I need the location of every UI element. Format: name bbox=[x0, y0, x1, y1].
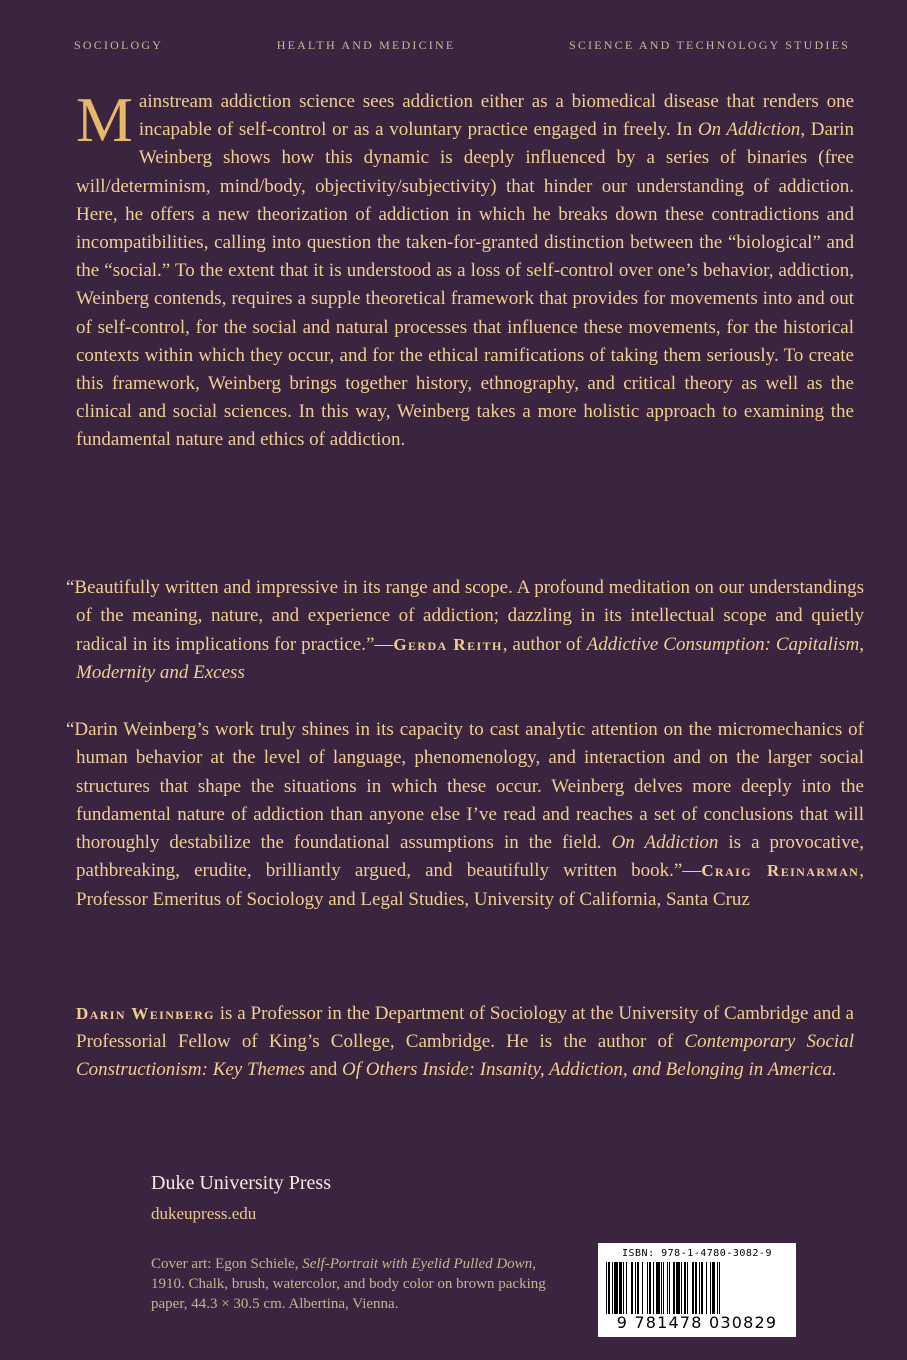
quote2-title: On Addiction bbox=[611, 832, 719, 854]
bio-text: is a Professor in the Department of Sociology at the University of Cambridge and a Professorial Fellow of King’s College, Cambridge. He is the author of bbox=[76, 1003, 854, 1053]
endorsement-reith bbox=[66, 574, 864, 687]
quote1-affil-title: Addictive Consumption: Capitalism, Modernity and Excess bbox=[76, 633, 865, 683]
credit-title: Self-Portrait with Eyelid Pulled Down bbox=[302, 1256, 533, 1272]
author-bio bbox=[76, 1000, 854, 1085]
isbn-label: ISBN: 978-1-4780-3082-9 bbox=[622, 1248, 772, 1259]
quote1-affil-prefix: , author of bbox=[502, 633, 587, 655]
category-sociology: SOCIOLOGY bbox=[74, 38, 164, 52]
bio-title1: Contemporary Social Constructionism: Key Themes bbox=[76, 1031, 854, 1081]
endorsement-reinarman bbox=[66, 716, 864, 914]
description-book-title: On Addiction bbox=[697, 119, 801, 141]
description-intro: ainstream addiction science sees addiction either as a biomedical disease that renders one incapable of self-control or as a voluntary practice engaged in freely. In bbox=[138, 91, 854, 141]
isbn-barcode bbox=[598, 1243, 796, 1337]
bio-title2: Of Others Inside: Insanity, Addiction, and Belonging in America. bbox=[341, 1059, 837, 1081]
quote2-author: Craig Reinarman bbox=[701, 861, 860, 881]
credit-suffix: , 1910. Chalk, brush, watercolor, and body color on brown packing paper, 44.3 × 30.5 cm. Albertina, Vienna. bbox=[151, 1256, 546, 1312]
category-health-medicine: HEALTH AND MEDICINE bbox=[276, 38, 456, 52]
description-body: , Darin Weinberg shows how this dynamic is deeply influenced by a series of binaries (free will/determinism, mind/body, objectivity/subjectivity) that hinder our understanding of addiction. Here, he offers a new theorization of addiction in which he breaks down these contradictions and incompatibilities, calling into question the taken-for-granted distinction between the “biological” and the “social.” To the extent that it is understood as a loss of self-control over one’s behavior, addiction, Weinberg contends, requires a supple theoretical framework that provides for movements into and out of self-control, for the social and natural processes that influence these movements, for the historical contexts within which they occur, and for the ethical ramifications of taking them seriously. To create this framework, Weinberg brings together history, ethnography, and critical theory as well as the clinical and social sciences. In this way, Weinberg takes a more holistic approach to examining the fundamental nature and ethics of addiction. bbox=[76, 119, 854, 451]
drop-cap: M bbox=[76, 84, 133, 155]
category-list bbox=[74, 38, 850, 53]
quote1-author: Gerda Reith bbox=[393, 634, 503, 654]
category-sts: SCIENCE AND TECHNOLOGY STUDIES bbox=[568, 38, 850, 52]
publisher-name: Duke University Press bbox=[151, 1172, 331, 1194]
cover-art-credit bbox=[151, 1254, 561, 1314]
quote2-text-b: is a provocative, pathbreaking, erudite, brilliantly argued, and beautifully written book.”— bbox=[76, 832, 864, 882]
quote2-affil: , Professor Emeritus of Sociology and Legal Studies, University of California, Santa Cruz bbox=[76, 860, 864, 910]
book-description bbox=[76, 84, 854, 455]
quote1-text: “Beautifully written and impressive in its range and scope. A profound meditation on our understandings of the meaning, nature, and experience of addiction; dazzling in its intellectual scope and quietly radical in its implications for practice.”— bbox=[66, 577, 864, 655]
bio-author-name: Darin Weinberg bbox=[76, 1004, 215, 1023]
publisher-url: dukeupress.edu bbox=[151, 1204, 257, 1223]
credit-prefix: Cover art: Egon Schiele, bbox=[151, 1256, 303, 1272]
barcode-bar bbox=[719, 1262, 720, 1314]
barcode-bars bbox=[606, 1262, 788, 1314]
barcode-digits: 9 781478 030829 bbox=[616, 1313, 778, 1332]
quote2-text-a: “Darin Weinberg’s work truly shines in its capacity to cast analytic attention on the micromechanics of human behavior at the level of language, phenomenology, and interaction and on the larger social structures that shape the situations in which these occur. Weinberg delves more deeply into the fundamental nature of addiction than anyone else I’ve read and reaches a set of conclusions that will thoroughly destabilize the foundational assumptions in the field. bbox=[66, 719, 864, 854]
bio-and: and bbox=[305, 1059, 342, 1081]
